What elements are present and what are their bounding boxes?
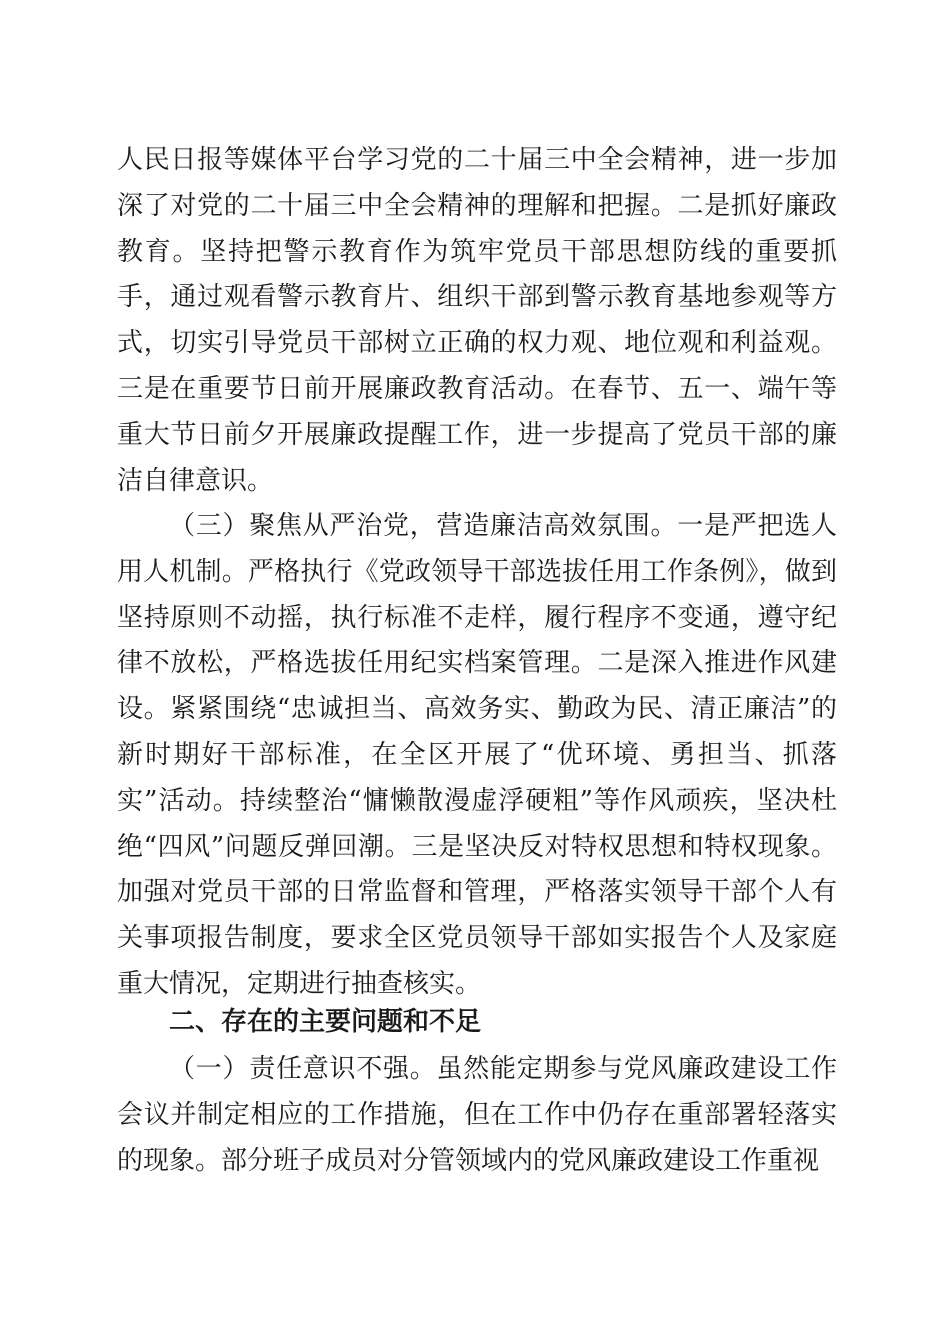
paragraph-section-three: （三）聚焦从严治党，营造廉洁高效氛围。一是严把选人用人机制。严格执行《党政领导干部选拔任用工作条例》，做到坚持原则不动摇，执行标准不走样，履行程序不变通，遵守纪律不放松，严格选拔任用纪实档案管理。二是深入推进作风建设。紧紧围绕“忠诚担当、高效务实、勤政为民、清正廉洁”的新时期好干部标准，在全区开展了“优环境、勇担当、抓落实”活动。持续整治“慵懒散漫虚浮硬粗”等作风顽疾，坚决杜绝“四风”问题反弹回潮。三是坚决反对特权思想和特权现象。加强对党员干部的日常监督和管理，严格落实领导干部个人有关事项报告制度，要求全区党员领导干部如实报告个人及家庭重大情况，定期进行抽查核实。	[117, 511, 837, 999]
section-heading-problems: 二、存在的主要问题和不足	[169, 1007, 482, 1037]
paragraph-continued: 人民日报等媒体平台学习党的二十届三中全会精神，进一步加深了对党的二十届三中全会精神的理解和把握。二是抓好廉政教育。坚持把警示教育作为筑牢党员干部思想防线的重要抓手，通过观看警示教育片、组织干部到警示教育基地参观等方式，切实引导党员干部树立正确的权力观、地位观和利益观。三是在重要节日前开展廉政教育活动。在春节、五一、端午等重大节日前夕开展廉政提醒工作，进一步提高了党员干部的廉洁自律意识。	[117, 145, 837, 496]
paragraph-problem-one: （一）责任意识不强。虽然能定期参与党风廉政建设工作会议并制定相应的工作措施，但在工作中仍存在重部署轻落实的现象。部分班子成员对分管领域内的党风廉政建设工作重视	[117, 1054, 837, 1176]
